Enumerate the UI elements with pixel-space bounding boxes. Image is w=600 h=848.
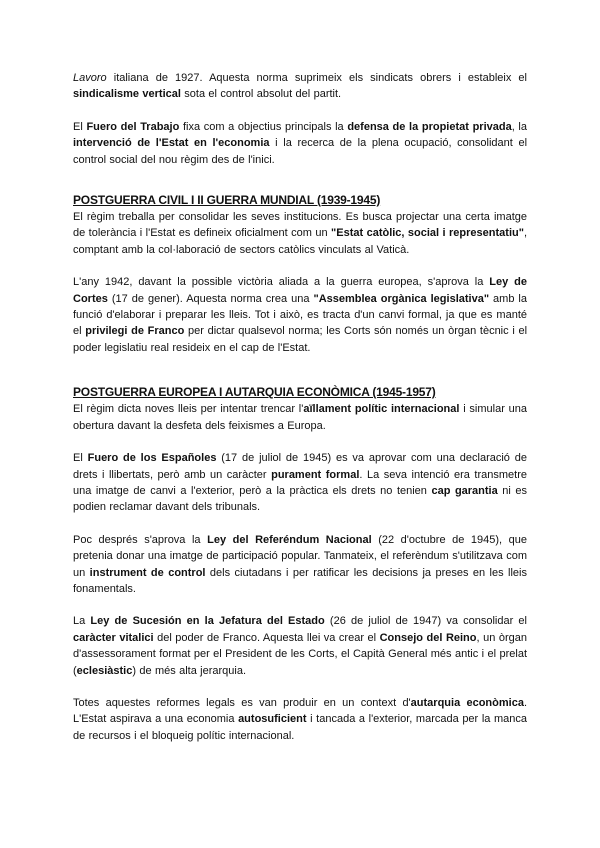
text-run: El (73, 120, 87, 133)
text-run: i la recerca de la plena ocupació, consolidant el control social del nou règim des de l'inici. (73, 137, 528, 166)
bold-term: Fuero del Trabajo (86, 120, 180, 133)
bold-term: privilegi de Franco (85, 325, 185, 338)
section-postguerra-civil (73, 193, 527, 356)
bold-term: purament formal (271, 468, 360, 481)
bold-term: "Estat catòlic, social i representatiu" (331, 227, 524, 240)
text-run: ) de més alta jerarquia. (132, 664, 247, 677)
bold-term: autosuficient (238, 713, 307, 726)
text-run: i simular una obertura davant la desfeta dels feixismes a Europa. (73, 403, 527, 432)
bold-term: caràcter vitalici (73, 631, 154, 644)
text-run: (22 d'octubre de 1945), que pretenia donar una imatge de participació popular. Tanmateix, el referèndum s'utilitzava com un (73, 533, 528, 579)
section-heading: POSTGUERRA EUROPEA I AUTARQUIA ECONÒMICA (1945-1957) (73, 385, 436, 400)
text-run: , la (511, 120, 527, 133)
bold-term: sindicalisme vertical (73, 88, 181, 101)
text-run: fixa com a objectius principals la (179, 120, 348, 133)
section1-paragraph-2 (73, 274, 527, 356)
bold-term: autarquia econòmica (410, 696, 524, 709)
text-run: ni es podien reclamar davant dels tribunals. (73, 484, 527, 514)
text-run: , un òrgan d'assessorament format per el President de les Corts, el Capità General més antic i el prelat ( (73, 631, 527, 677)
text-run: (17 de juliol de 1945) es va aprovar com una declaració de drets i llibertats, però amb un caràcter (73, 452, 527, 481)
text-run: sota el control absolut del partit. (180, 88, 342, 101)
section2-paragraph-3 (73, 532, 527, 598)
bold-term: Ley de Sucesión en la Jefatura del Estado (90, 615, 325, 628)
text-run: Poc després s'aprova la (73, 533, 208, 546)
section2-paragraph-2 (73, 450, 527, 516)
document-page (73, 70, 527, 744)
section1-paragraph-1 (73, 209, 527, 258)
text-run: italiana de 1927. Aquesta norma suprimeix els sindicats obrers i estableix el (106, 72, 527, 84)
text-run: El (73, 452, 88, 465)
bold-term: "Assemblea orgànica legislativa" (313, 292, 490, 305)
bold-term: Ley de Cortes (73, 276, 527, 305)
text-run: i tancada a l'exterior, marcada per la manca de recursos i el bloqueig polític internacional. (73, 713, 527, 742)
bold-term: Fuero de los Españoles (87, 452, 217, 465)
intro-paragraph-2 (73, 119, 527, 168)
section2-paragraph-5 (73, 695, 527, 744)
text-run: . L'Estat aspirava a una economia (73, 696, 527, 726)
italic-term: Lavoro (73, 72, 107, 84)
text-run: La (73, 615, 91, 628)
bold-term: eclesiàstic (76, 664, 133, 677)
bold-term: defensa de la propietat privada (347, 120, 512, 133)
text-run: L'any 1942, davant la possible victòria aliada a la guerra europea, s'aprova la (73, 276, 490, 289)
text-run: per dictar qualsevol norma; les Corts són només un òrgan tècnic i el poder legislatiu real resideix en el cap de l'Estat. (73, 325, 528, 354)
bold-term: instrument de control (89, 566, 206, 579)
section2-paragraph-1 (73, 401, 527, 434)
section2-paragraph-4 (73, 613, 527, 679)
text-run: Totes aquestes reformes legals es van produir en un context d' (73, 696, 411, 709)
section-postguerra-europea (73, 385, 527, 744)
text-run: amb la funció d'elaborar i preparar les lleis. Tot i això, es tracta d'un canvi formal, ja que es manté el (73, 292, 527, 338)
text-run: (26 de juliol de 1947) va consolidar el (324, 615, 527, 628)
bold-term: cap garantia (431, 484, 498, 497)
text-run: El règim treballa per consolidar les seves institucions. Es busca projectar una certa imatge de tolerància i l'Estat es defineix oficialment com un (73, 211, 527, 240)
text-run: (17 de gener). Aquesta norma crea una (107, 292, 314, 305)
section-heading: POSTGUERRA CIVIL I II GUERRA MUNDIAL (1939-1945) (73, 193, 381, 208)
bold-term: aïllament polític internacional (303, 403, 460, 416)
text-run: dels ciutadans i per ratificar les decisions ja preses en les lleis fonamentals. (73, 566, 527, 595)
intro-paragraph-1 (73, 70, 527, 103)
text-run: , comptant amb la col·laboració de sectors catòlics vinculats al Vaticà. (73, 227, 527, 256)
bold-term: intervenció de l'Estat en l'economia (73, 137, 270, 150)
bold-term: Consejo del Reino (379, 631, 477, 644)
text-run: El règim dicta noves lleis per intentar trencar l' (73, 403, 304, 416)
text-run: . La seva intenció era transmetre una imatge de canvi a l'exterior, però a la pràctica els drets no tenien (73, 468, 527, 497)
bold-term: Ley del Referéndum Nacional (207, 533, 372, 546)
text-run: del poder de Franco. Aquesta llei va crear el (153, 631, 380, 644)
